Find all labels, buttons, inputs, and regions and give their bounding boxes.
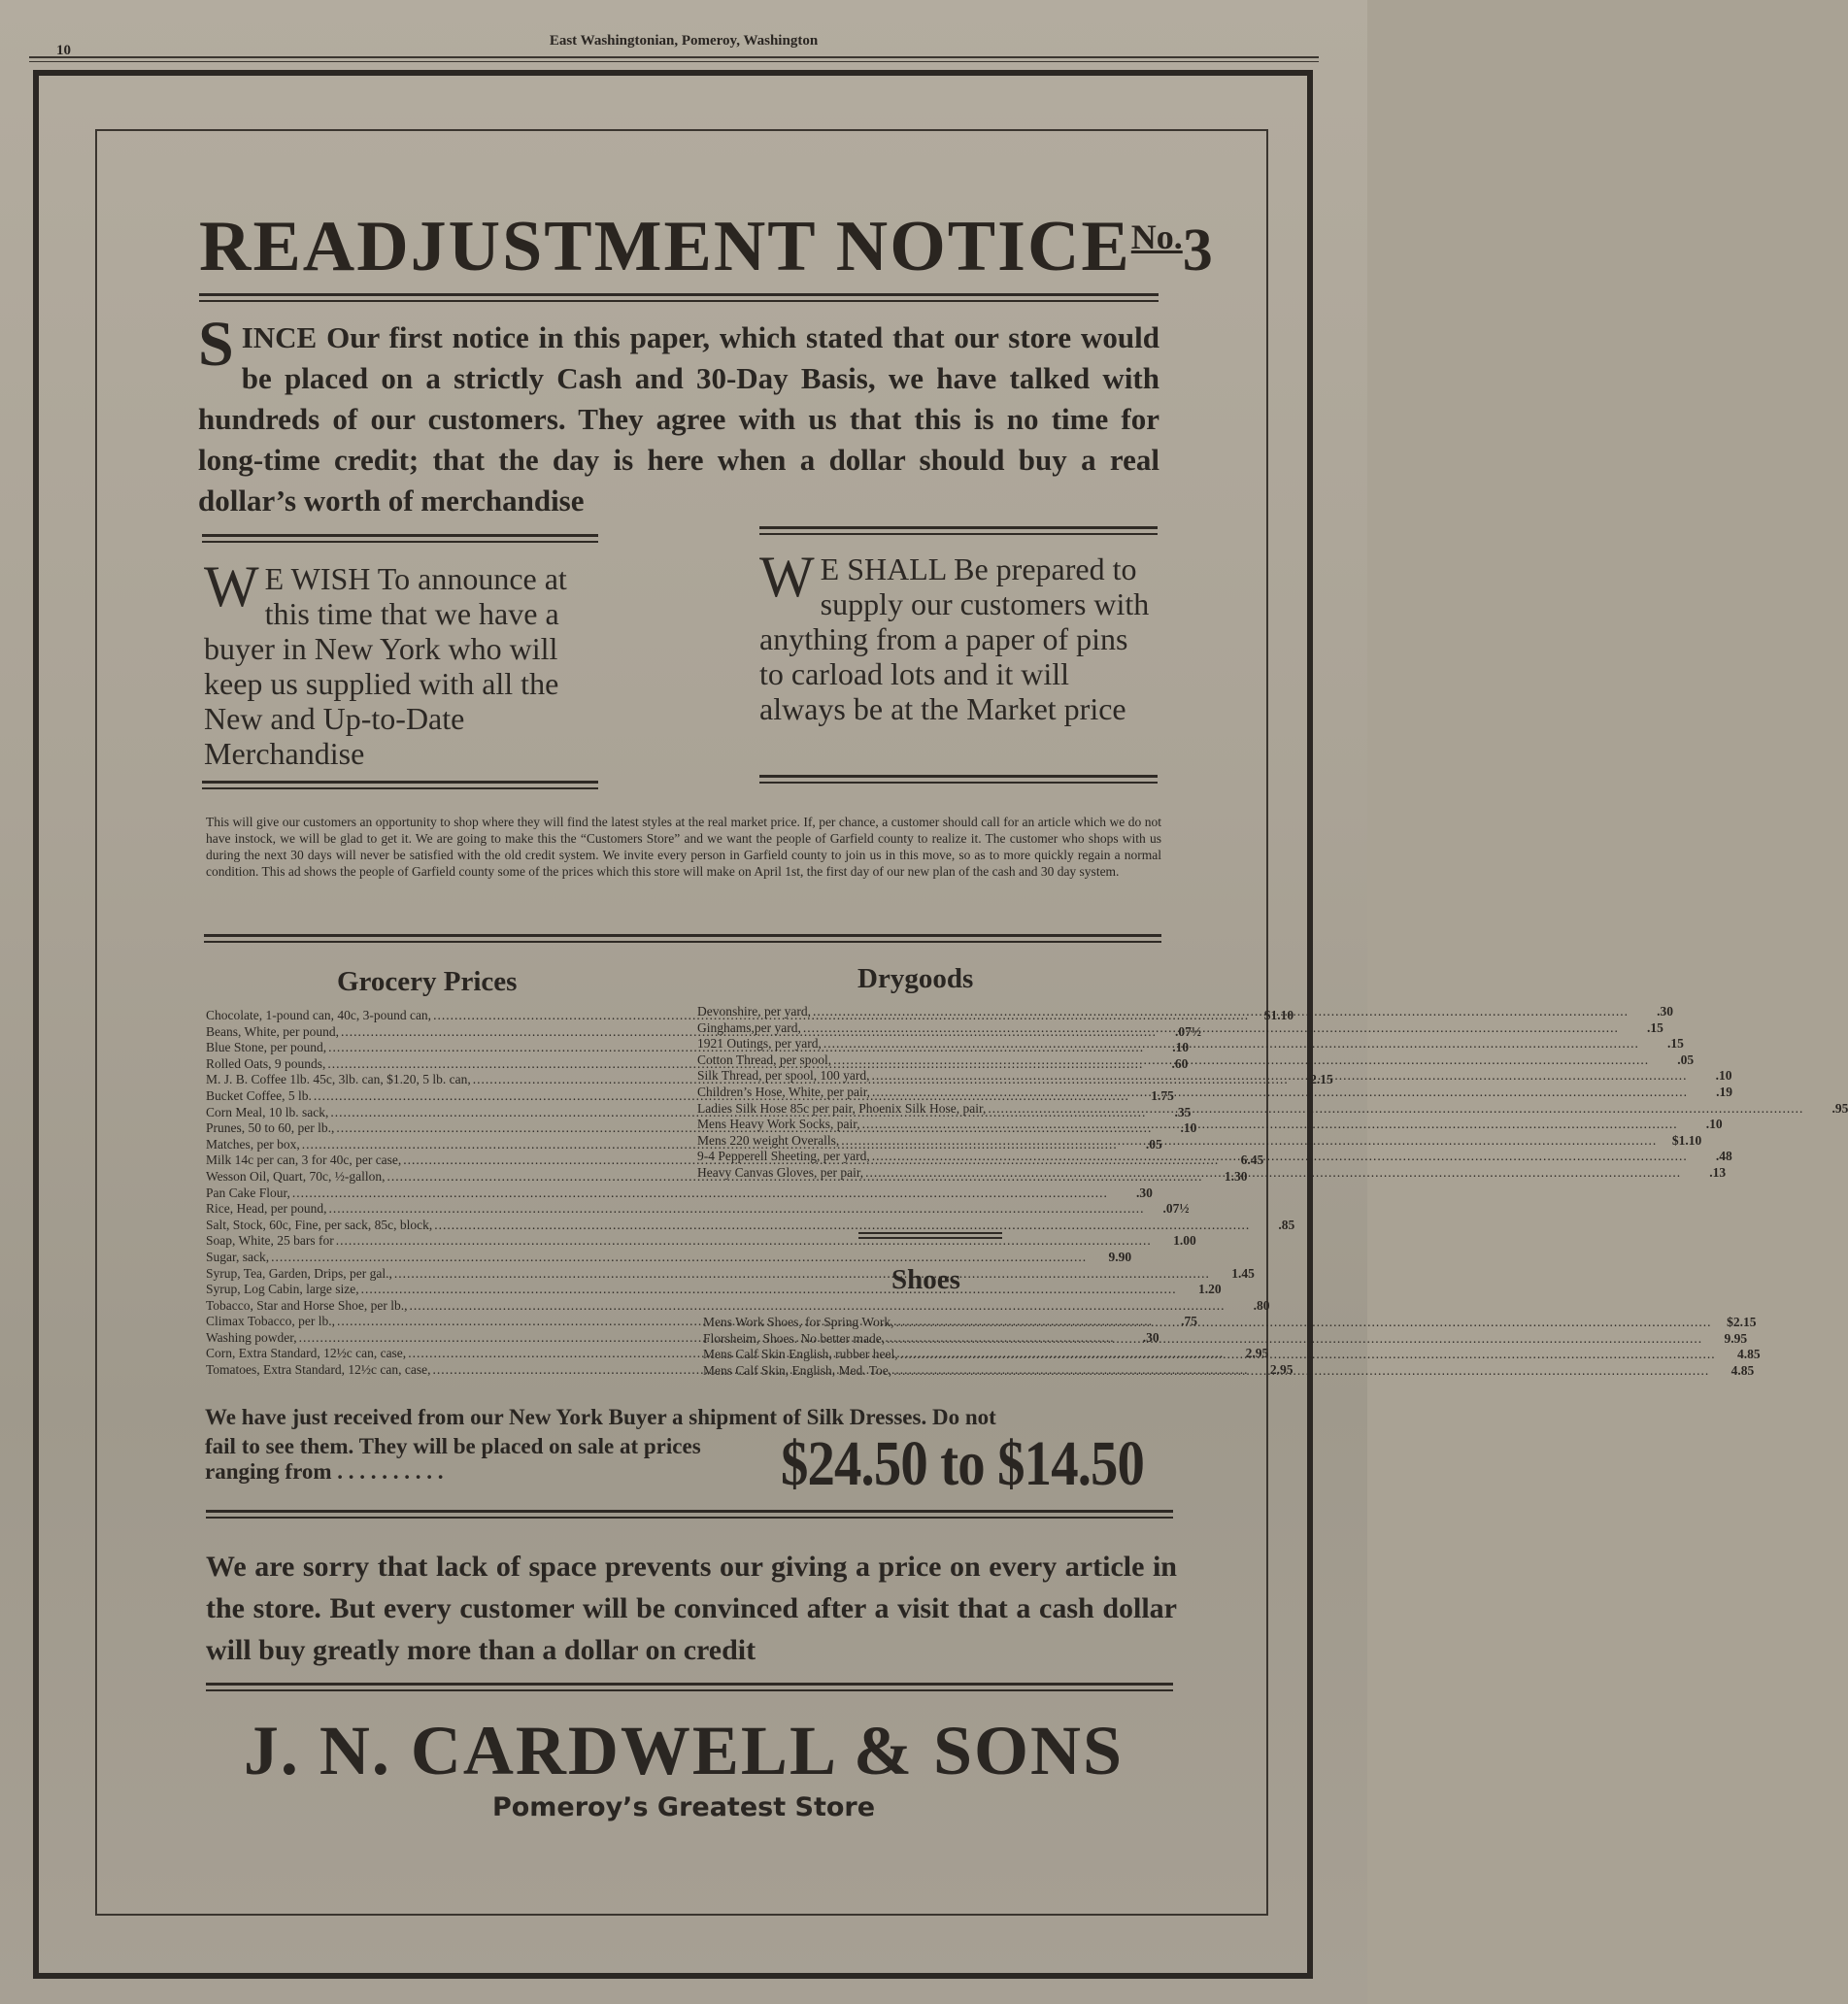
grocery-item — [206, 1297, 1270, 1315]
small-print-paragraph: This will give our customers an opportunity to shop where they will find the latest styles at the real market price. If, per chance, a customer should call for an article which we do not have instock, we will be glad to get it. We are going to make this the “Customers Store” and we want the people of Garfield county to realize it. The customer who shops with us during the next 30 days will never be satisfied with the old credit system. We invite every person in Garfield county to join us in this move, so as to more quickly regain a normal condition. This ad shows the people of Garfield county some of the prices which this store will make on April 1st, the first day of our new plan of the cash and 30 day system. — [206, 815, 1161, 879]
leader-dots — [394, 1266, 1210, 1283]
drygoods-item-label: Silk Thread, per spool, 100 yard, — [697, 1068, 870, 1084]
grocery-heading: Grocery Prices — [337, 966, 518, 997]
leader-dots — [328, 1201, 1144, 1218]
silk-price-range: $24.50 to $14.50 — [781, 1428, 1145, 1499]
leader-dots — [833, 1052, 1649, 1069]
grocery-item-price: .10 — [1180, 1120, 1197, 1136]
headline — [199, 206, 1215, 288]
right-col-bottom-rule — [759, 775, 1158, 784]
grocery-item-label: Sugar, sack, — [206, 1249, 270, 1264]
drygoods-item-price: .10 — [1715, 1068, 1732, 1084]
leader-dots — [887, 1331, 1702, 1348]
leader-dots — [336, 1233, 1152, 1250]
grocery-item-label: Matches, per box, — [206, 1136, 300, 1152]
leader-dots — [872, 1149, 1688, 1165]
headline-rule — [199, 293, 1159, 302]
grocery-item-price: 1.30 — [1224, 1168, 1248, 1184]
left-col-text: E WISH To announce at this time that we have a buyer in New York who will keep us supplied with all the New and Up-to-Date Merchandise — [204, 561, 567, 771]
shoes-item-price: 9.95 — [1724, 1330, 1748, 1346]
shoes-item-label: Mens Calf Skin English, rubber heel, — [703, 1347, 898, 1362]
running-head-rule — [29, 56, 1319, 62]
drygoods-item-label: Cotton Thread, per spool, — [697, 1052, 832, 1067]
left-col-top-rule — [202, 534, 598, 543]
leader-dots — [865, 1165, 1681, 1182]
grocery-item-label: Climax Tobacco, per lb., — [206, 1314, 336, 1329]
grocery-item-price: 2.95 — [1269, 1362, 1294, 1378]
store-tagline: Pomeroy’s Greatest Store — [491, 1792, 876, 1822]
leader-dots — [361, 1282, 1177, 1298]
grocery-item — [206, 1185, 1153, 1202]
grocery-item-price: .75 — [1181, 1314, 1198, 1329]
drygoods-item-price: .15 — [1646, 1019, 1663, 1035]
grocery-item-label: Corn, Extra Standard, 12½c can, case, — [206, 1346, 407, 1361]
leader-dots — [410, 1298, 1226, 1315]
silk-line-2: fail to see them. They will be placed on sale at prices ranging from . . . . . . . . . . — [205, 1434, 701, 1484]
leader-dots — [292, 1186, 1108, 1202]
grocery-item-label: Washing powder, — [206, 1329, 297, 1345]
shoes-item-price: 4.85 — [1730, 1362, 1755, 1378]
shoes-item — [703, 1330, 1748, 1348]
grocery-item-price: .05 — [1145, 1136, 1162, 1152]
grocery-item-price: 1.75 — [1151, 1087, 1174, 1103]
leader-dots — [893, 1363, 1709, 1380]
closing-top-rule — [206, 1510, 1173, 1519]
grocery-item — [206, 1217, 1295, 1234]
leader-dots — [841, 1133, 1657, 1150]
left-col-bottom-rule — [202, 781, 598, 789]
grocery-item-price: 1.20 — [1197, 1282, 1222, 1297]
intro-dropcap: S — [198, 309, 234, 380]
grocery-item-label: Corn Meal, 10 lb. sack, — [206, 1104, 329, 1119]
closing-paragraph: We are sorry that lack of space prevents our giving a price on every article in the store. But every customer will be convinced after a visit that a cash dollar will buy greatly more than a dollar on credit — [206, 1551, 1177, 1666]
leader-dots — [872, 1085, 1688, 1101]
drygoods-item-label: Heavy Canvas Gloves, per pair, — [697, 1164, 864, 1180]
right-col-dropcap: W — [759, 545, 815, 609]
drygoods-item-label: Devonshire, per yard, — [697, 1004, 811, 1019]
grocery-item-label: M. J. B. Coffee 1lb. 45c, 3lb. can, $1.20, 5 lb. can, — [206, 1072, 471, 1087]
intro-text: INCE Our first notice in this paper, which stated that our store would be placed on a strictly Cash and 30-Day Basis, we have talked with hundreds of our customers. They agree with us that this is no time for long-time credit; that the day is here when a dollar should buy a real dollar’s worth of merchandise — [198, 320, 1159, 518]
left-col-dropcap: W — [204, 554, 259, 618]
drygoods-item-price: .15 — [1666, 1036, 1684, 1052]
grocery-item-label: Syrup, Tea, Garden, Drips, per gal., — [206, 1265, 392, 1281]
grocery-item-label: Rice, Head, per pound, — [206, 1201, 327, 1217]
grocery-item-label: Wesson Oil, Quart, 70c, ½-gallon, — [206, 1168, 386, 1184]
grocery-item-label: Rolled Oats, 9 pounds, — [206, 1055, 326, 1071]
drygoods-item-label: Ladies Silk Hose 85c per pair, Phoenix Silk Hose, pair, — [697, 1100, 987, 1116]
drygoods-item-price: .95 — [1831, 1100, 1848, 1116]
leader-dots — [900, 1347, 1716, 1363]
drygoods-item-price: .10 — [1705, 1117, 1723, 1132]
right-column — [759, 545, 1159, 726]
grocery-item-price: .80 — [1253, 1297, 1270, 1313]
grocery-item-label: Pan Cake Flour, — [206, 1185, 290, 1200]
leader-dots — [862, 1117, 1678, 1133]
drygoods-item — [697, 1132, 1702, 1150]
leader-dots — [871, 1068, 1687, 1085]
grocery-item-label: Chocolate, 1-pound can, 40c, 3-pound can, — [206, 1008, 432, 1022]
grocery-item-price: 9.90 — [1108, 1249, 1132, 1264]
leader-dots — [271, 1250, 1087, 1266]
price-section-top-rule — [204, 934, 1161, 943]
shoes-item-label: Florsheim, Shoes. No better made, — [703, 1330, 886, 1346]
store-name: J. N. CARDWELL & SONS — [243, 1712, 1125, 1789]
drygoods-item-label: Mens 220 weight Overalls, — [697, 1132, 840, 1148]
grocery-item-label: Bucket Coffee, 5 lb. — [206, 1087, 312, 1103]
drygoods-item-label: Mens Heavy Work Socks, pair, — [697, 1117, 860, 1132]
leader-dots — [823, 1036, 1639, 1052]
leader-dots — [895, 1315, 1711, 1331]
silk-line-1: We have just received from our New York Buyer a shipment of Silk Dresses. Do not — [205, 1405, 996, 1429]
grocery-item-price: 1.00 — [1173, 1233, 1196, 1249]
drygoods-bottom-rule — [858, 1232, 1002, 1239]
left-column — [204, 554, 600, 771]
grocery-item-label: Soap, White, 25 bars for — [206, 1233, 334, 1249]
grocery-item-price: $1.10 — [1263, 1008, 1294, 1022]
grocery-item-label: Tomatoes, Extra Standard, 12½c can, case, — [206, 1362, 431, 1378]
grocery-item-label: Blue Stone, per pound, — [206, 1040, 327, 1055]
page-number: 10 — [56, 43, 71, 58]
grocery-item-price: .07½ — [1162, 1201, 1190, 1217]
right-col-top-rule — [759, 526, 1158, 535]
grocery-item-price: 2.95 — [1245, 1346, 1269, 1361]
headline-no: No. — [1130, 217, 1183, 256]
drygoods-item-label: 9-4 Pepperell Sheeting, per yard, — [697, 1149, 870, 1164]
right-col-text: E SHALL Be prepared to supply our customers with anything from a paper of pins to carload lots and it will always be at the Market price — [759, 551, 1150, 726]
grocery-item-price: .10 — [1172, 1040, 1190, 1055]
leader-dots — [434, 1218, 1250, 1234]
grocery-item-price: 6.45 — [1240, 1152, 1264, 1168]
drygoods-item-price: .05 — [1677, 1052, 1695, 1067]
grocery-item — [206, 1249, 1132, 1266]
drygoods-item-price: .30 — [1657, 1004, 1673, 1019]
grocery-item-label: Salt, Stock, 60c, Fine, per sack, 85c, block, — [206, 1217, 433, 1232]
drygoods-item-price: $1.10 — [1671, 1132, 1702, 1148]
drygoods-item-price: .48 — [1715, 1149, 1732, 1164]
leader-dots — [803, 1020, 1619, 1037]
newspaper-title: East Washingtonian, Pomeroy, Washington — [549, 33, 819, 49]
drygoods-item-price: .19 — [1716, 1084, 1733, 1099]
drygoods-item-price: .13 — [1709, 1164, 1727, 1180]
grocery-item-price: 1.45 — [1231, 1265, 1255, 1281]
grocery-item-price: .07½ — [1174, 1023, 1201, 1039]
shoes-item-price: 4.85 — [1736, 1347, 1761, 1362]
grocery-item-price: .60 — [1171, 1055, 1189, 1071]
grocery-item-price: .30 — [1142, 1329, 1159, 1345]
grocery-item-label: Milk 14c per can, 3 for 40c, per case, — [206, 1152, 402, 1168]
grocery-item-price: .35 — [1174, 1104, 1192, 1119]
grocery-item — [206, 1282, 1222, 1298]
drygoods-heading: Drygoods — [857, 963, 974, 994]
leader-dots — [813, 1004, 1629, 1020]
headline-number: 3 — [1182, 217, 1215, 284]
headline-main: READJUSTMENT NOTICE — [199, 207, 1131, 286]
closing-bottom-rule — [206, 1683, 1173, 1691]
drygoods-item-label: Children’s Hose, White, per pair, — [697, 1084, 871, 1099]
grocery-item-label: Syrup, Log Cabin, large size, — [206, 1282, 359, 1297]
grocery-item-price: .30 — [1135, 1185, 1153, 1200]
grocery-item-label: Tobacco, Star and Horse Shoe, per lb., — [206, 1297, 408, 1313]
grocery-item-label: Prunes, 50 to 60, per lb., — [206, 1120, 335, 1136]
intro-paragraph — [198, 309, 1159, 521]
drygoods-item-label: 1921 Outings, per yard, — [697, 1036, 822, 1052]
grocery-item-price: 2.15 — [1310, 1072, 1333, 1087]
grocery-item — [206, 1201, 1190, 1218]
drygoods-item — [697, 1117, 1723, 1133]
shoes-item-label: Mens Work Shoes, for Spring Work, — [703, 1315, 894, 1329]
leader-dots — [988, 1101, 1803, 1118]
drygoods-item-label: Ginghams,per yard, — [697, 1019, 801, 1035]
shoes-item-price: $2.15 — [1727, 1315, 1757, 1329]
shoes-heading: Shoes — [891, 1264, 960, 1295]
shoes-item-label: Mens Calf Skin, English, Med. Toe, — [703, 1362, 892, 1378]
grocery-item — [206, 1233, 1196, 1250]
grocery-item-price: .85 — [1278, 1217, 1295, 1232]
grocery-item-label: Beans, White, per pound, — [206, 1023, 339, 1039]
